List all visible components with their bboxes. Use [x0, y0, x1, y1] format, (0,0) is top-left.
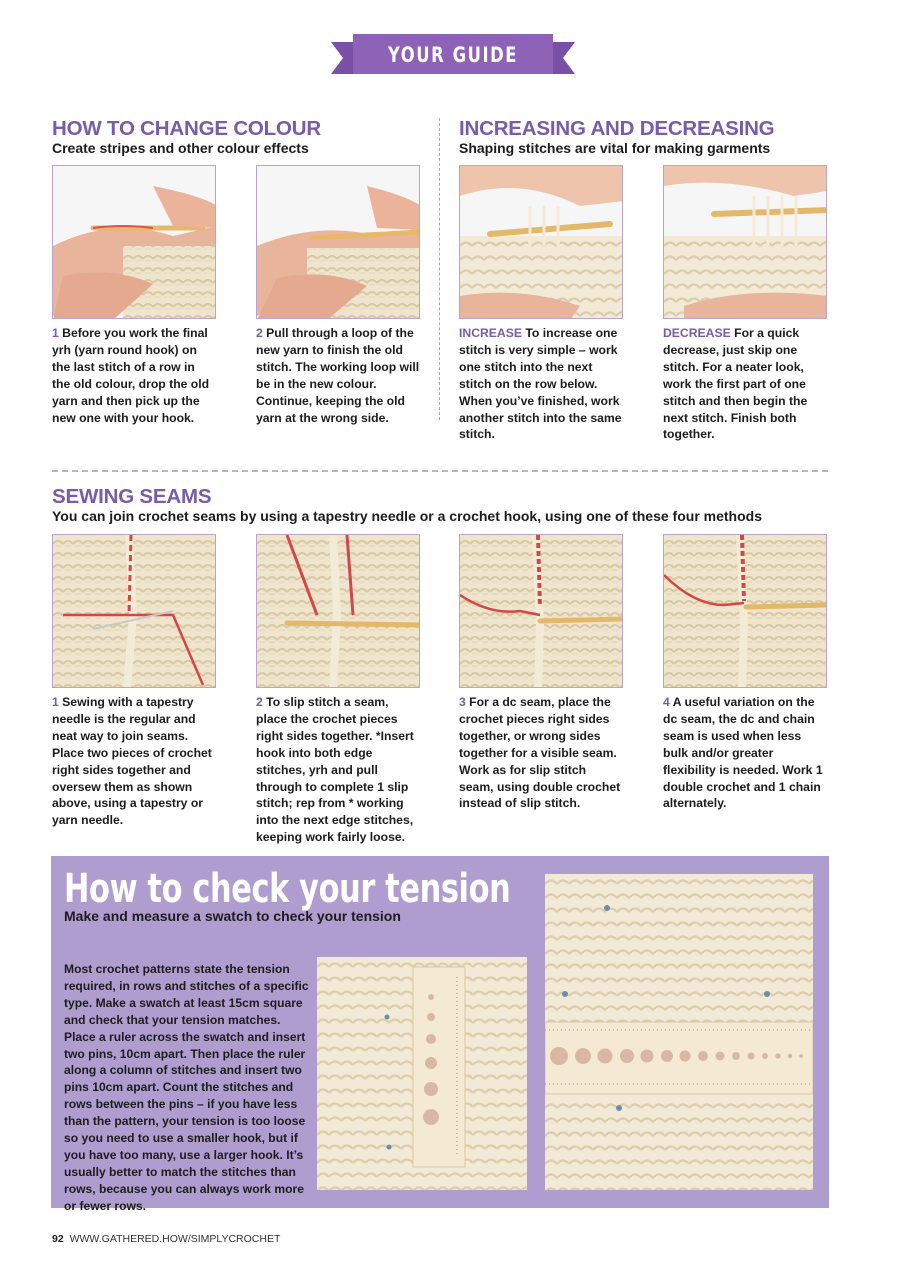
- photo-seam-4: [663, 534, 827, 688]
- step-text: For a quick decrease, just skip one stitch. For a neater look, work the first part of one stitch and then begin the next stitch. Finish both together.: [663, 326, 808, 442]
- photo-increase: [459, 165, 623, 319]
- photo-seam-1: [52, 534, 216, 688]
- step-keyword: INCREASE: [459, 326, 522, 340]
- step-text: A useful variation on the dc seam, the dc and chain seam is used when less bulk and/or greater flexibility is needed. Work 1 double crochet and 1 chain alternately.: [663, 695, 823, 811]
- change-colour-subtitle: Create stripes and other colour effects: [52, 140, 309, 156]
- seams-subtitle: You can join crochet seams by using a tapestry needle or a crochet hook, using one of these four methods: [52, 508, 763, 524]
- seam-step-4: [663, 694, 827, 812]
- step-text: For a dc seam, place the crochet pieces right sides together, or wrong sides together for a visible seam. Work as for slip stitch seam, using double crochet instead of slip stitch.: [459, 695, 621, 811]
- footer-url[interactable]: WWW.GATHERED.HOW/SIMPLYCROCHET: [69, 1233, 281, 1245]
- step-number: 4: [663, 695, 670, 709]
- change-colour-step-1: [52, 325, 216, 426]
- tension-subtitle: Make and measure a swatch to check your tension: [64, 908, 401, 924]
- photo-seam-2: [256, 534, 420, 688]
- step-text: Pull through a loop of the new yarn to finish the old stitch. The working loop will be in the new colour. Continue, keeping the old yarn at the wrong side.: [256, 326, 420, 425]
- step-text: Sewing with a tapestry needle is the regular and neat way to join seams. Place two pieces of crochet right sides together and oversew them as shown above, using a tapestry or yarn needle.: [52, 695, 212, 828]
- seam-step-1: [52, 694, 216, 829]
- step-number: 2: [256, 695, 263, 709]
- inc-dec-title: INCREASING AND DECREASING: [459, 117, 775, 140]
- banner-label: YOUR GUIDE: [387, 43, 519, 67]
- step-number: 3: [459, 695, 466, 709]
- decrease-caption: [663, 325, 827, 443]
- step-text: To slip stitch a seam, place the crochet pieces right sides together. *Insert hook into both edge stitches, yrh and pull through to complete 1 slip stitch; rep from * working into the next edge stitches, keeping work fairly loose.: [256, 695, 414, 845]
- seams-title: SEWING SEAMS: [52, 485, 212, 508]
- photo-decrease: [663, 165, 827, 319]
- photo-change-colour-1: [52, 165, 216, 319]
- seam-step-2: [256, 694, 420, 846]
- photo-ruler-vertical: [317, 957, 527, 1190]
- step-number: 1: [52, 326, 59, 340]
- step-keyword: DECREASE: [663, 326, 731, 340]
- inc-dec-subtitle: Shaping stitches are vital for making garments: [459, 140, 771, 156]
- photo-seam-3: [459, 534, 623, 688]
- step-text: To increase one stitch is very simple – work one stitch into the next stitch on the row below. When you’ve finished, work another stitch into the same stitch.: [459, 326, 622, 442]
- change-colour-title: HOW TO CHANGE COLOUR: [52, 117, 321, 140]
- section-divider: [52, 470, 828, 472]
- step-number: 1: [52, 695, 59, 709]
- page-number: 92: [52, 1233, 64, 1245]
- tension-body: Most crochet patterns state the tension required, in rows and stitches of a specific type. Make a swatch at least 15cm square and check that your tension matches. Place a ruler across the swatch and insert two pins, 10cm apart. Then place the ruler along a column of stitches and insert two pins 10cm apart. Count the stitches and rows between the pins – if you have less than the pattern, your tension is too loose so you need to use a smaller hook, but if you have too many, use a larger hook. It’s usually better to match the stitches than rows, because you can always work more or fewer rows.: [64, 962, 309, 1213]
- change-colour-step-2: [256, 325, 420, 426]
- photo-change-colour-2: [256, 165, 420, 319]
- step-text: Before you work the final yrh (yarn round hook) on the last stitch of a row in the old colour, drop the old yarn and then pick up the new one with your hook.: [52, 326, 210, 425]
- tension-panel: [51, 856, 829, 1213]
- column-divider: [439, 118, 440, 420]
- seam-step-3: [459, 694, 623, 812]
- tension-title: How to check your tension: [64, 866, 511, 912]
- page-footer: [52, 1233, 280, 1245]
- photo-ruler-horizontal: [545, 874, 813, 1190]
- step-number: 2: [256, 326, 263, 340]
- increase-caption: [459, 325, 623, 443]
- section-banner: [331, 32, 575, 82]
